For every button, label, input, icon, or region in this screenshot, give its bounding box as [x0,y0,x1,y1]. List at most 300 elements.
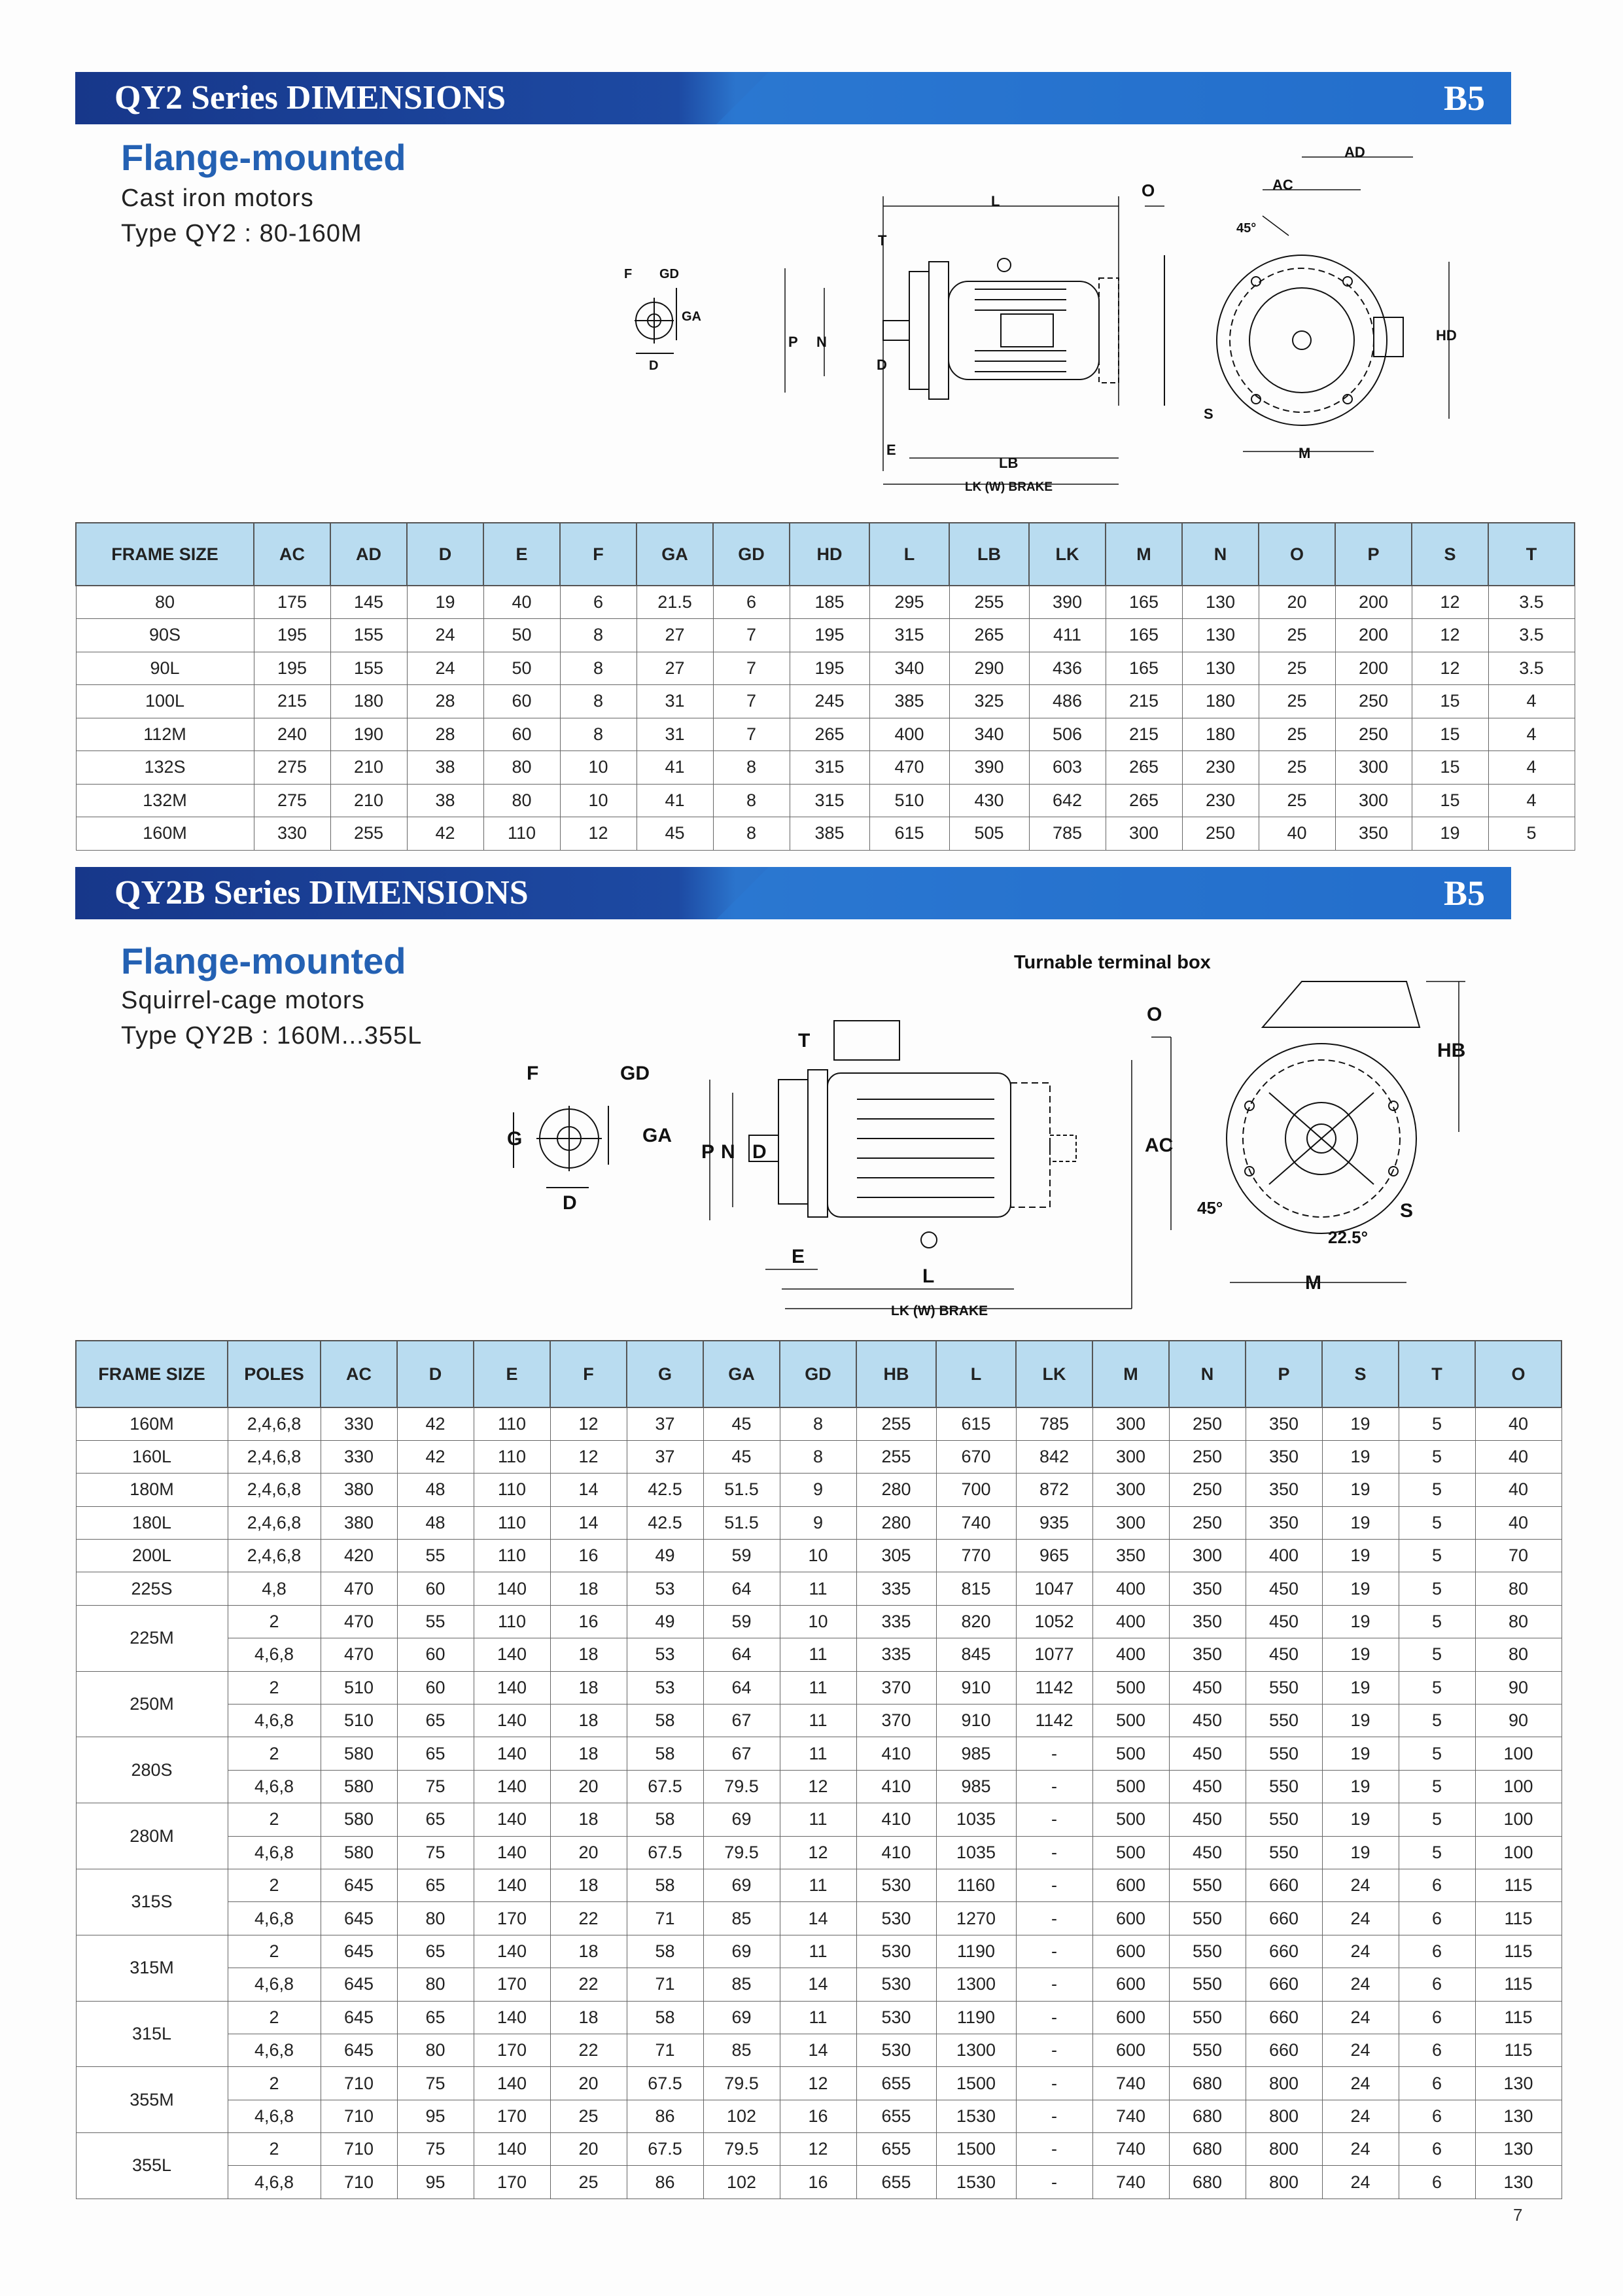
table-cell: 1500 [936,2067,1016,2100]
table-cell: 910 [936,1671,1016,1704]
table-row [76,1968,1562,2001]
table-cell: 60 [397,1572,474,1605]
table-row [76,817,1575,851]
frame-size-cell: 132M [76,784,254,817]
table-cell: 6 [1399,2001,1475,2034]
table-cell: 24 [1322,1869,1399,1901]
table-cell: 450 [1246,1638,1322,1671]
table-cell: 600 [1092,1869,1169,1901]
table-cell: 800 [1246,2133,1322,2166]
section-heading: Flange-mounted [121,940,406,981]
table-cell: 410 [856,1803,936,1836]
column-header: GA [637,523,713,586]
table-cell: 115 [1475,1869,1562,1901]
table-cell: 16 [780,2166,856,2199]
table-cell: 315 [869,619,949,652]
table-cell: 19 [1322,1770,1399,1803]
table-cell: 265 [1106,784,1182,817]
poles-cell: 2,4,6,8 [228,1407,321,1440]
table-cell: 79.5 [703,1836,780,1869]
table-cell: 350 [1169,1638,1246,1671]
table-cell: 40 [483,586,560,619]
table-cell: 37 [627,1407,703,1440]
label-p: P [788,334,798,350]
table-cell: 8 [560,685,637,718]
table-cell: 350 [1169,1605,1246,1638]
label-p: P [701,1141,715,1163]
column-header: D [407,523,483,586]
table-cell: 69 [703,2001,780,2034]
table-cell: 80 [1475,1572,1562,1605]
table-cell: 580 [321,1803,397,1836]
table-cell: 12 [780,1836,856,1869]
table-cell: 1530 [936,2166,1016,2199]
table-cell: 19 [1322,1407,1399,1440]
table-cell: 70 [1475,1540,1562,1572]
column-header: M [1106,523,1182,586]
table-cell: 190 [330,718,407,751]
table-cell: 5 [1399,1572,1475,1605]
table-cell: 65 [397,1704,474,1737]
column-header: T [1399,1341,1475,1407]
frame-size-cell: 315M [76,1935,228,2001]
table-cell: 18 [550,1803,627,1836]
column-header: FRAME SIZE [76,523,254,586]
table-cell: 280 [856,1506,936,1539]
column-header: T [1488,523,1575,586]
table-cell: 25 [1259,718,1335,751]
column-header: F [560,523,637,586]
table-cell: 615 [869,817,949,851]
table-cell: 6 [1399,1902,1475,1935]
poles-cell: 4,6,8 [228,1836,321,1869]
table-cell: 410 [856,1737,936,1770]
table-cell: 58 [627,2001,703,2034]
table-cell: 16 [550,1540,627,1572]
table-cell: 350 [1335,817,1412,851]
table-cell: 145 [330,586,407,619]
table-cell: 31 [637,685,713,718]
section-type: Type QY2 : 80-160M [121,220,362,247]
table-cell: 660 [1246,1968,1322,2001]
table-cell: 48 [397,1506,474,1539]
table-cell: 19 [1322,1572,1399,1605]
table-cell: 24 [1322,2067,1399,2100]
table-cell: 24 [1322,2034,1399,2066]
table-cell: 1142 [1016,1704,1092,1737]
table-cell: 100 [1475,1770,1562,1803]
table-cell: 95 [397,2166,474,2199]
table-cell: 670 [936,1440,1016,1473]
table-cell: 19 [1322,1704,1399,1737]
table-cell: 15 [1412,718,1488,751]
frame-size-cell: 250M [76,1671,228,1737]
table-cell: 530 [856,1968,936,2001]
table-cell: 75 [397,2067,474,2100]
column-header: LK [1016,1341,1092,1407]
table-cell: 59 [703,1540,780,1572]
table-cell: 45 [637,817,713,851]
table-cell: 350 [1246,1440,1322,1473]
label-gd: GD [620,1063,650,1084]
table-cell: 506 [1029,718,1106,751]
table-cell: 95 [397,2100,474,2132]
table-cell: 4 [1488,784,1575,817]
table-cell: 645 [321,2001,397,2034]
terminal-box-label: Turnable terminal box [1014,952,1211,973]
label-d-side: D [752,1141,767,1163]
table-cell: 110 [474,1540,550,1572]
table-cell: 500 [1092,1803,1169,1836]
table-row [76,1540,1562,1572]
table-cell: 550 [1169,1902,1246,1935]
table-cell: 115 [1475,2001,1562,2034]
table-cell: 102 [703,2100,780,2132]
table-cell: 315 [790,784,869,817]
column-header: FRAME SIZE [76,1341,228,1407]
table-cell: 486 [1029,685,1106,718]
table-cell: 600 [1092,1935,1169,1968]
table-cell: 12 [560,817,637,851]
table-cell: 500 [1092,1704,1169,1737]
column-header: S [1322,1341,1399,1407]
table-cell: 710 [321,2067,397,2100]
table-cell: - [1016,2166,1092,2199]
label-ad: AD [1344,144,1365,160]
table-cell: 305 [856,1540,936,1572]
table-cell: 14 [780,1968,856,2001]
table-cell: 935 [1016,1506,1092,1539]
table-cell: 27 [637,619,713,652]
table-cell: 12 [550,1440,627,1473]
table-cell: 19 [1322,1605,1399,1638]
table-cell: 380 [321,1474,397,1506]
table-cell: 140 [474,1572,550,1605]
table-cell: 411 [1029,619,1106,652]
table-cell: 100 [1475,1803,1562,1836]
table-cell: 300 [1106,817,1182,851]
table-cell: 42 [397,1440,474,1473]
table-cell: 1142 [1016,1671,1092,1704]
table-cell: 18 [550,1671,627,1704]
table-cell: 400 [1092,1572,1169,1605]
table-cell: 250 [1169,1440,1246,1473]
poles-cell: 4,6,8 [228,2100,321,2132]
table-cell: 700 [936,1474,1016,1506]
poles-cell: 2,4,6,8 [228,1540,321,1572]
table-cell: 275 [254,751,330,785]
table-cell: 110 [474,1474,550,1506]
table-cell: 740 [1092,2100,1169,2132]
table-cell: 64 [703,1671,780,1704]
table-cell: 842 [1016,1440,1092,1473]
table-cell: 510 [321,1704,397,1737]
poles-cell: 2,4,6,8 [228,1506,321,1539]
table-cell: 79.5 [703,2067,780,2100]
table-row [76,1407,1562,1440]
table-cell: 550 [1169,2001,1246,2034]
table-cell: 450 [1246,1605,1322,1638]
section-type: Type QY2B : 160M...355L [121,1022,423,1050]
table-cell: 20 [550,2067,627,2100]
table-cell: 115 [1475,1902,1562,1935]
table-cell: 580 [321,1737,397,1770]
table-cell: 340 [949,718,1029,751]
table-cell: 19 [1322,1440,1399,1473]
poles-cell: 2 [228,2133,321,2166]
table-cell: 325 [949,685,1029,718]
table-cell: 19 [1322,1540,1399,1572]
table-cell: 140 [474,1869,550,1901]
table-cell: 12 [1412,586,1488,619]
label-n: N [721,1141,735,1163]
table-cell: 530 [856,1902,936,1935]
label-angle: 45° [1236,221,1257,236]
table-cell: 10 [780,1540,856,1572]
banner-title: QY2B Series DIMENSIONS [114,874,529,911]
frame-size-cell: 280M [76,1803,228,1869]
table-cell: 80 [1475,1638,1562,1671]
table-cell: 115 [1475,1935,1562,1968]
table-cell: 41 [637,784,713,817]
table-cell: 86 [627,2166,703,2199]
table-cell: 740 [1092,2133,1169,2166]
table-cell: 11 [780,1737,856,1770]
table-cell: - [1016,2067,1092,2100]
table-row [76,1440,1562,1473]
table-cell: 550 [1246,1770,1322,1803]
table-row [76,685,1575,718]
table-cell: 645 [321,1968,397,2001]
table-cell: 24 [1322,2001,1399,2034]
table-cell: 21.5 [637,586,713,619]
label-ac: AC [1145,1135,1174,1156]
frame-size-cell: 180M [76,1474,228,1506]
table-cell: 200 [1335,652,1412,685]
table-cell: 75 [397,1836,474,1869]
table-cell: 5 [1399,1605,1475,1638]
section-subtitle: Squirrel-cage motors [121,987,365,1014]
table-cell: 41 [637,751,713,785]
table-cell: 175 [254,586,330,619]
table-cell: 60 [483,718,560,751]
table-cell: 240 [254,718,330,751]
table-cell: 815 [936,1572,1016,1605]
table-cell: 470 [321,1605,397,1638]
table-cell: 58 [627,1737,703,1770]
table-cell: 550 [1169,1935,1246,1968]
table-cell: 450 [1169,1704,1246,1737]
table-cell: 25 [550,2100,627,2132]
table-cell: 130 [1182,652,1259,685]
table-cell: 140 [474,2133,550,2166]
table-row [76,1935,1562,1968]
table-cell: 6 [713,586,790,619]
table-row [76,619,1575,652]
table-cell: 550 [1246,1704,1322,1737]
table-cell: 25 [1259,751,1335,785]
table-cell: 11 [780,2001,856,2034]
table-cell: 140 [474,1737,550,1770]
table-cell: 14 [550,1474,627,1506]
table-cell: 250 [1169,1506,1246,1539]
table-cell: 67.5 [627,1770,703,1803]
label-d-side: D [877,357,887,373]
table-cell: 24 [1322,1935,1399,1968]
table-cell: 71 [627,2034,703,2066]
table-cell: 215 [1106,685,1182,718]
table-cell: 24 [407,619,483,652]
table-cell: 100 [1475,1836,1562,1869]
table-cell: 80 [483,784,560,817]
poles-cell: 2 [228,2067,321,2100]
column-header: HD [790,523,869,586]
table-row [76,718,1575,751]
poles-cell: 2 [228,1935,321,1968]
table-cell: 550 [1246,1737,1322,1770]
table-row [76,751,1575,785]
section-subtitle: Cast iron motors [121,185,314,212]
table-cell: 210 [330,784,407,817]
table-cell: 130 [1475,2067,1562,2100]
table-cell: 85 [703,1968,780,2001]
table-cell: 18 [550,1869,627,1901]
table-cell: 170 [474,2100,550,2132]
page-number: 7 [1513,2205,1523,2225]
label-ac: AC [1272,177,1293,193]
table-cell: 510 [869,784,949,817]
label-e: E [792,1246,805,1267]
table-cell: 390 [949,751,1029,785]
poles-cell: 4,6,8 [228,2166,321,2199]
table-cell: - [1016,1869,1092,1901]
table-header-row [76,1341,1562,1407]
qy2-banner [75,72,1511,124]
table-cell: 110 [474,1407,550,1440]
table-cell: 6 [1399,2067,1475,2100]
table-cell: 165 [1106,652,1182,685]
table-cell: 6 [1399,2166,1475,2199]
table-cell: 340 [869,652,949,685]
table-cell: 8 [560,652,637,685]
table-row [76,784,1575,817]
table-cell: 58 [627,1935,703,1968]
table-cell: 660 [1246,2001,1322,2034]
table-cell: 79.5 [703,2133,780,2166]
table-row [76,586,1575,619]
label-f: F [527,1063,539,1084]
table-cell: 165 [1106,619,1182,652]
table-cell: 680 [1169,2100,1246,2132]
table-cell: 75 [397,1770,474,1803]
table-cell: 58 [627,1869,703,1901]
table-cell: - [1016,2034,1092,2066]
table-cell: 45 [703,1407,780,1440]
table-cell: 985 [936,1770,1016,1803]
table-cell: 1190 [936,2001,1016,2034]
table-cell: 19 [1412,817,1488,851]
frame-size-cell: 160L [76,1440,228,1473]
table-cell: 1190 [936,1935,1016,1968]
table-cell: 80 [1475,1605,1562,1638]
table-cell: 680 [1169,2067,1246,2100]
table-cell: 25 [550,2166,627,2199]
table-cell: 645 [321,1935,397,1968]
table-cell: 71 [627,1902,703,1935]
table-cell: 265 [790,718,869,751]
label-l: L [922,1265,935,1287]
table-cell: 335 [856,1572,936,1605]
column-header: M [1092,1341,1169,1407]
table-cell: 420 [321,1540,397,1572]
table-cell: 11 [780,1704,856,1737]
label-gd: GD [659,267,679,281]
table-cell: 210 [330,751,407,785]
motor-side-view [749,1021,1076,1248]
table-cell: 40 [1259,817,1335,851]
table-cell: 5 [1399,1836,1475,1869]
table-row [76,2001,1562,2034]
poles-cell: 4,6,8 [228,1902,321,1935]
table-cell: 80 [397,1968,474,2001]
table-cell: 300 [1169,1540,1246,1572]
table-cell: - [1016,1770,1092,1803]
table-cell: 7 [713,619,790,652]
table-cell: 49 [627,1540,703,1572]
table-cell: 385 [869,685,949,718]
table-cell: 300 [1092,1407,1169,1440]
table-cell: 65 [397,1803,474,1836]
table-cell: 12 [1412,619,1488,652]
table-cell: 300 [1092,1474,1169,1506]
poles-cell: 2 [228,1869,321,1901]
table-cell: 1077 [1016,1638,1092,1671]
table-cell: 1052 [1016,1605,1092,1638]
table-row [76,1836,1562,1869]
table-cell: 370 [856,1671,936,1704]
table-cell: 3.5 [1488,586,1575,619]
table-cell: 470 [321,1572,397,1605]
table-cell: 1500 [936,2133,1016,2166]
table-cell: 20 [550,1770,627,1803]
table-cell: 580 [321,1836,397,1869]
table-cell: 5 [1399,1540,1475,1572]
table-cell: 985 [936,1737,1016,1770]
column-header: E [474,1341,550,1407]
table-cell: 140 [474,1671,550,1704]
table-cell: 530 [856,2001,936,2034]
table-cell: 4 [1488,718,1575,751]
poles-cell: 2 [228,1803,321,1836]
table-cell: 53 [627,1572,703,1605]
label-t: T [878,232,887,249]
table-cell: 15 [1412,784,1488,817]
label-o: O [1147,1004,1162,1025]
table-cell: 600 [1092,1968,1169,2001]
table-cell: 110 [474,1440,550,1473]
column-header: P [1335,523,1412,586]
banner-code: B5 [1443,874,1485,913]
table-cell: 15 [1412,751,1488,785]
table-cell: 250 [1335,718,1412,751]
poles-cell: 2 [228,1737,321,1770]
table-cell: 5 [1399,1440,1475,1473]
column-header: N [1182,523,1259,586]
table-cell: 18 [550,1704,627,1737]
table-cell: 740 [936,1506,1016,1539]
table-cell: 110 [474,1605,550,1638]
table-cell: 19 [1322,1836,1399,1869]
